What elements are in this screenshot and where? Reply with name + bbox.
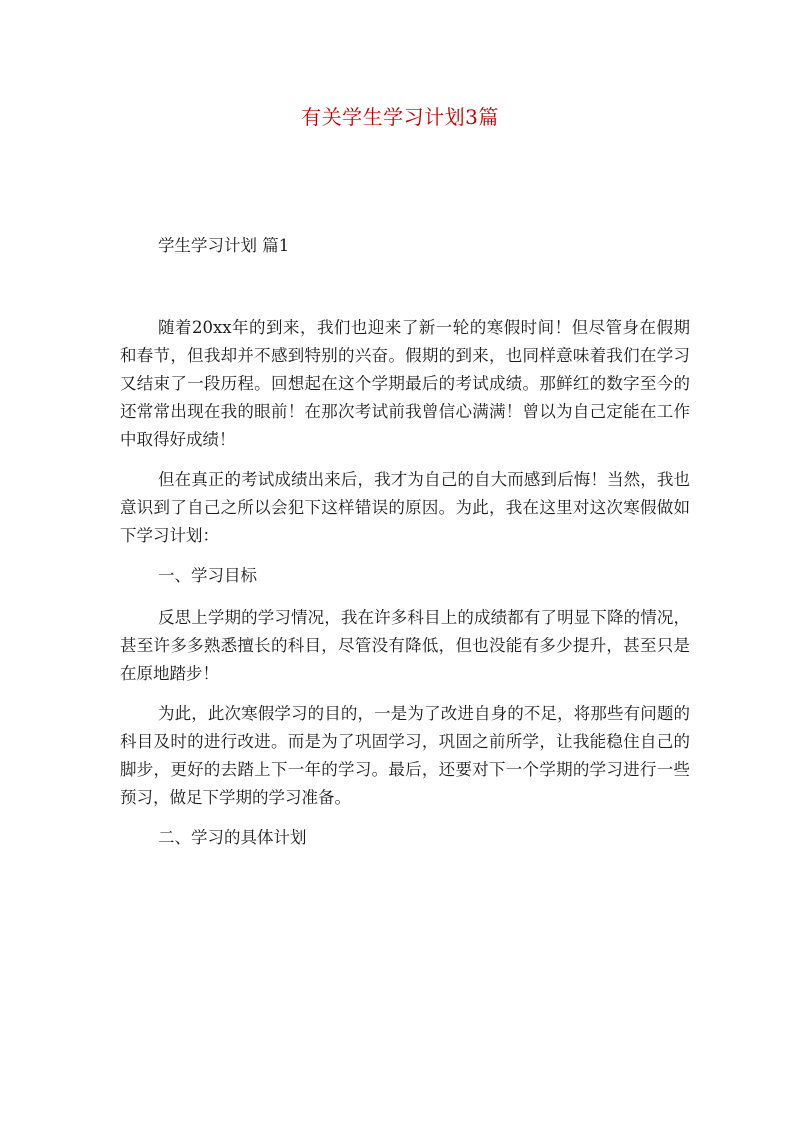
paragraph: 但在真正的考试成绩出来后，我才为自己的自大而感到后悔！当然，我也意识到了自己之所以会犯下这样错误的原因。为此，我在这里对这次寒假做如下学习计划： xyxy=(120,470,690,545)
paragraph: 为此，此次寒假学习的目的，一是为了改进自身的不足，将那些有问题的科目及时的进行改进。而是为了巩固学习，巩固之前所学，让我能稳住自己的脚步，更好的去踏上下一年的学习。最后，还要对下一个学期的学习进行一些预习，做足下学期的学习准备。 xyxy=(120,704,690,807)
section-title: 学生学习计划 篇1 xyxy=(158,236,290,255)
section-heading: 一、学习目标 xyxy=(158,566,257,585)
paragraph: 随着20xx年的到来，我们也迎来了新一轮的寒假时间！但尽管身在假期和春节，但我却并不感到特别的兴奋。假期的到来，也同样意味着我们在学习又结束了一段历程。回想起在这个学期最后的考试成绩。那鲜红的数字至今的还常常出现在我的眼前！在那次考试前我曾信心满满！曾以为自己定能在工作中取得好成绩！ xyxy=(120,318,690,449)
paragraph: 反思上学期的学习情况，我在许多科目上的成绩都有了明显下降的情况，甚至许多多熟悉擅长的科目，尽管没有降低，但也没能有多少提升，甚至只是在原地踏步！ xyxy=(120,608,690,683)
section-heading: 二、学习的具体计划 xyxy=(158,828,307,847)
document-title: 有关学生学习计划3篇 xyxy=(301,105,499,129)
document-body xyxy=(120,314,690,866)
